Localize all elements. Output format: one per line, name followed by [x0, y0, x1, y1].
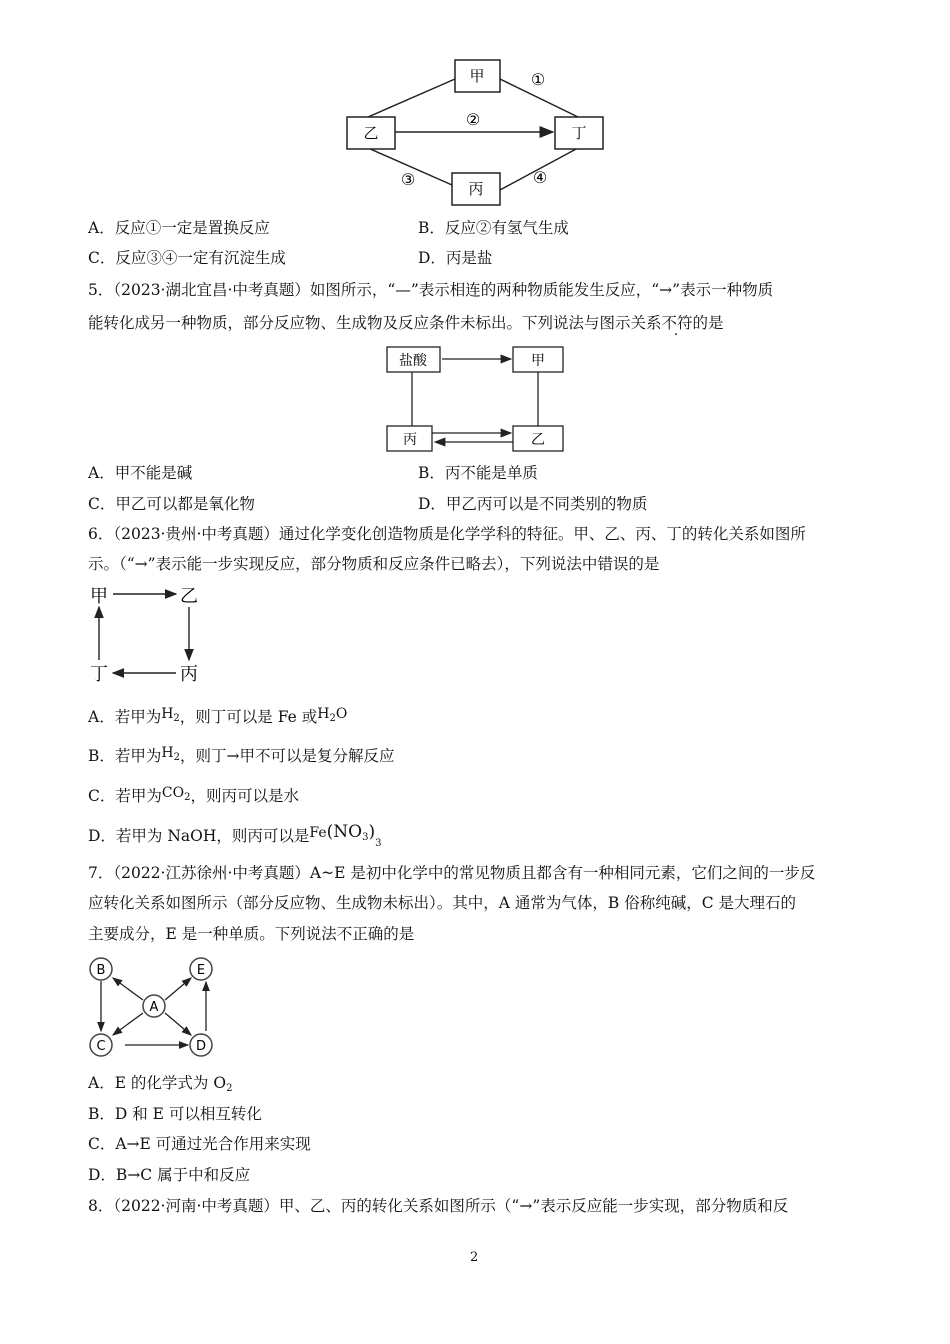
node-yi: 乙 — [180, 586, 198, 607]
q6-c-prefix: C．若甲为 — [88, 787, 162, 805]
q6-stem-line2: 示。（“→”表示能一步实现反应，部分物质和反应条件已略去），下列说法中错误的是 — [88, 555, 660, 573]
q4-figure — [340, 55, 610, 210]
node-ding-label: 丁 — [571, 124, 587, 142]
q6-option-a[interactable] — [88, 707, 347, 733]
q6-d-formula — [309, 822, 382, 849]
q6-a-formula1 — [161, 706, 180, 722]
node-d-label: D — [195, 1039, 207, 1054]
label-4: ④ — [532, 168, 548, 187]
q6-figure — [88, 582, 208, 687]
label-3: ③ — [400, 170, 416, 189]
node-e-label: E — [196, 963, 206, 978]
page-number: 2 — [470, 1250, 479, 1265]
q7-a-text: A．E 的化学式为 O — [88, 1074, 227, 1092]
q7-option-b[interactable]: B．D 和 E 可以相互转化 — [88, 1105, 262, 1123]
node-jia: 甲 — [90, 586, 108, 607]
q6-a-f1-sub: 2 — [173, 713, 180, 724]
q4-option-c[interactable]: C．反应③④一定有沉淀生成 — [88, 249, 286, 267]
node-bing-label: 丙 — [468, 180, 484, 198]
q6-c-post: ，则丙可以是水 — [190, 787, 299, 805]
q5-option-a[interactable]: A．甲不能是碱 — [88, 464, 193, 482]
node-bing: 丙 — [180, 664, 198, 685]
q6-a-f2-sub: 2 — [329, 713, 336, 724]
q6-a-prefix: A．若甲为 — [88, 708, 162, 726]
node-b-label: B — [96, 963, 106, 978]
q7-stem-line3: 主要成分，E 是一种单质。下列说法不正确的是 — [88, 925, 415, 943]
node-ding: 丁 — [90, 664, 108, 685]
arrow-a-b — [113, 978, 143, 1000]
node-a-label: A — [149, 1000, 159, 1015]
q5-figure — [385, 345, 565, 455]
q6-a-f2: H — [317, 706, 330, 722]
q4-option-d[interactable]: D．丙是盐 — [418, 249, 493, 267]
q6-stem-line1: 6．（2023·贵州·中考真题）通过化学变化创造物质是化学学科的特征。甲、乙、丙、丁的转化关系如图所 — [88, 525, 806, 543]
q6-option-b[interactable] — [88, 746, 395, 772]
q6-d-prefix: D．若甲为 NaOH，则丙可以是 — [88, 827, 310, 845]
q6-b-prefix: B．若甲为 — [88, 747, 162, 765]
q7-figure — [88, 955, 223, 1060]
label-2: ② — [465, 110, 481, 129]
q4-option-b[interactable]: B．反应②有氢气生成 — [418, 219, 569, 237]
q6-option-c[interactable] — [88, 786, 299, 812]
q6-d-f3: ) — [368, 822, 376, 842]
node-c-label: C — [96, 1039, 106, 1054]
q6-b-post: ，则丁→甲不可以是复分解反应 — [180, 747, 395, 765]
label-1: ① — [530, 70, 546, 89]
arrow-a-c — [113, 1013, 143, 1035]
arrow-a-d — [165, 1013, 191, 1035]
node-bing-label: 丙 — [403, 432, 417, 448]
q7-option-a[interactable] — [88, 1073, 232, 1099]
q6-option-d[interactable] — [88, 822, 382, 852]
q7-option-d[interactable]: D．B→C 属于中和反应 — [88, 1166, 251, 1184]
q5-stem-line1: 5．（2023·湖北宜昌·中考真题）如图所示，“—”表示相连的两种物质能发生反应，“→”表示一种物质 — [88, 281, 774, 299]
q6-d-f3-sub: 3 — [375, 838, 382, 849]
q7-a-sub: 2 — [226, 1083, 233, 1094]
node-yi-label: 乙 — [531, 432, 545, 448]
q6-b-f: H — [161, 745, 174, 761]
q5-stem-line2-text: 能转化成另一种物质，部分反应物、生成物及反应条件未标出。下列说法与图示关系 — [88, 314, 662, 332]
edge-yi-jia — [368, 79, 455, 117]
q6-c-f-sub: 2 — [184, 792, 191, 803]
q6-d-f2-a: (NO — [326, 822, 363, 842]
node-hcl-label: 盐酸 — [399, 353, 427, 369]
node-jia-label: 甲 — [469, 67, 485, 85]
q5-emphasis: 不符 — [661, 314, 693, 332]
q5-stem-line2 — [88, 313, 724, 333]
q6-a-f1: H — [161, 706, 174, 722]
node-yi-label: 乙 — [363, 124, 379, 142]
q5-stem-line2-end: 的是 — [692, 314, 724, 332]
q6-d-f2-sub: 3 — [362, 832, 369, 843]
q6-a-f2-end: O — [335, 706, 348, 722]
q6-b-f-sub: 2 — [173, 752, 180, 763]
q6-a-mid: ，则丁可以是 Fe 或 — [179, 708, 318, 726]
q6-d-f2 — [327, 822, 375, 842]
q7-stem-line2: 应转化关系如图所示（部分反应物、生成物未标出）。其中，A 通常为气体，B 俗称纯碱，C 是大理石的 — [88, 894, 796, 912]
q6-d-f1: Fe — [309, 825, 327, 841]
q8-stem-line1: 8．（2022·河南·中考真题）甲、乙、丙的转化关系如图所示（“→”表示反应能一步实现，部分物质和反 — [88, 1197, 789, 1215]
q5-option-d[interactable]: D．甲乙丙可以是不同类别的物质 — [418, 495, 648, 513]
node-jia-label: 甲 — [531, 353, 545, 369]
q6-a-formula2 — [317, 706, 347, 722]
q4-option-a[interactable]: A．反应①一定是置换反应 — [88, 219, 270, 237]
q5-option-c[interactable]: C．甲乙可以都是氧化物 — [88, 495, 255, 513]
q6-b-formula — [161, 745, 180, 761]
q7-stem-line1: 7．（2022·江苏徐州·中考真题）A~E 是初中化学中的常见物质且都含有一种相同元素，它们之间的一步反 — [88, 864, 816, 882]
q5-option-b[interactable]: B．丙不能是单质 — [418, 464, 538, 482]
q6-c-formula — [162, 785, 191, 801]
q7-option-c[interactable]: C．A→E 可通过光合作用来实现 — [88, 1135, 311, 1153]
arrow-a-e — [165, 978, 191, 1000]
q6-c-f: CO — [161, 785, 185, 801]
